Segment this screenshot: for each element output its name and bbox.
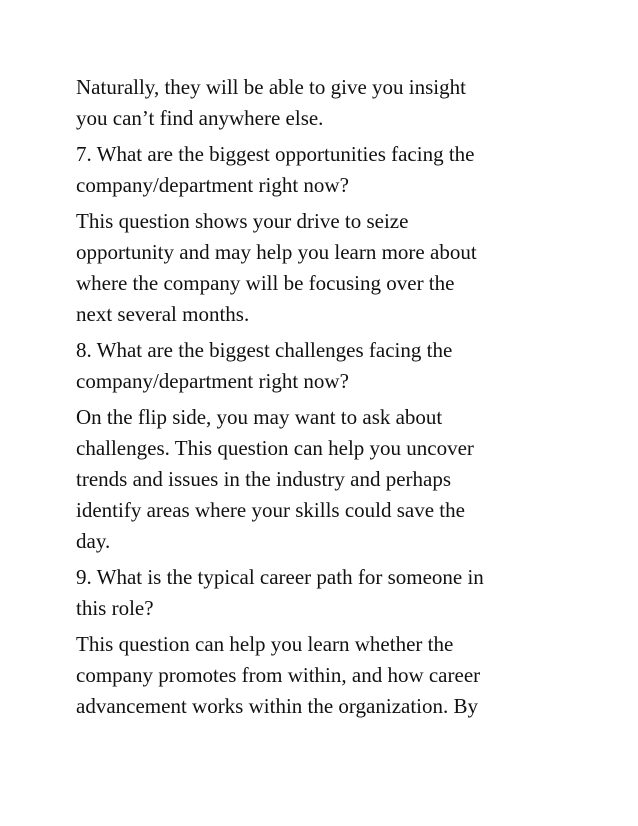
text-line: company/department right now? — [76, 173, 349, 197]
text-line: company/department right now? — [76, 369, 349, 393]
text-line: 9. What is the typical career path for someone in — [76, 565, 484, 589]
text-line: 8. What are the biggest challenges facing the — [76, 338, 453, 362]
text-line: next several months. — [76, 302, 250, 326]
text-line: This question can help you learn whether the — [76, 632, 454, 656]
answer-9 — [76, 629, 576, 722]
answer-7 — [76, 206, 576, 330]
text-line: company promotes from within, and how career — [76, 663, 481, 687]
paragraph-continuation — [76, 72, 576, 134]
question-8 — [76, 335, 576, 397]
question-9 — [76, 562, 576, 624]
text-line: where the company will be focusing over the — [76, 271, 455, 295]
text-line: opportunity and may help you learn more about — [76, 240, 477, 264]
answer-8 — [76, 402, 576, 557]
text-line: This question shows your drive to seize — [76, 209, 409, 233]
text-line: you can’t find anywhere else. — [76, 106, 324, 130]
text-line: trends and issues in the industry and perhaps — [76, 467, 452, 491]
text-line: this role? — [76, 596, 154, 620]
text-line: day. — [76, 529, 111, 553]
text-line: On the flip side, you may want to ask about — [76, 405, 443, 429]
text-line: 7. What are the biggest opportunities facing the — [76, 142, 475, 166]
text-line: challenges. This question can help you uncover — [76, 436, 474, 460]
body-text — [76, 72, 576, 727]
text-line: identify areas where your skills could save the — [76, 498, 465, 522]
text-line: advancement works within the organization. By — [76, 694, 479, 718]
text-line: Naturally, they will be able to give you insight — [76, 75, 466, 99]
question-7 — [76, 139, 576, 201]
